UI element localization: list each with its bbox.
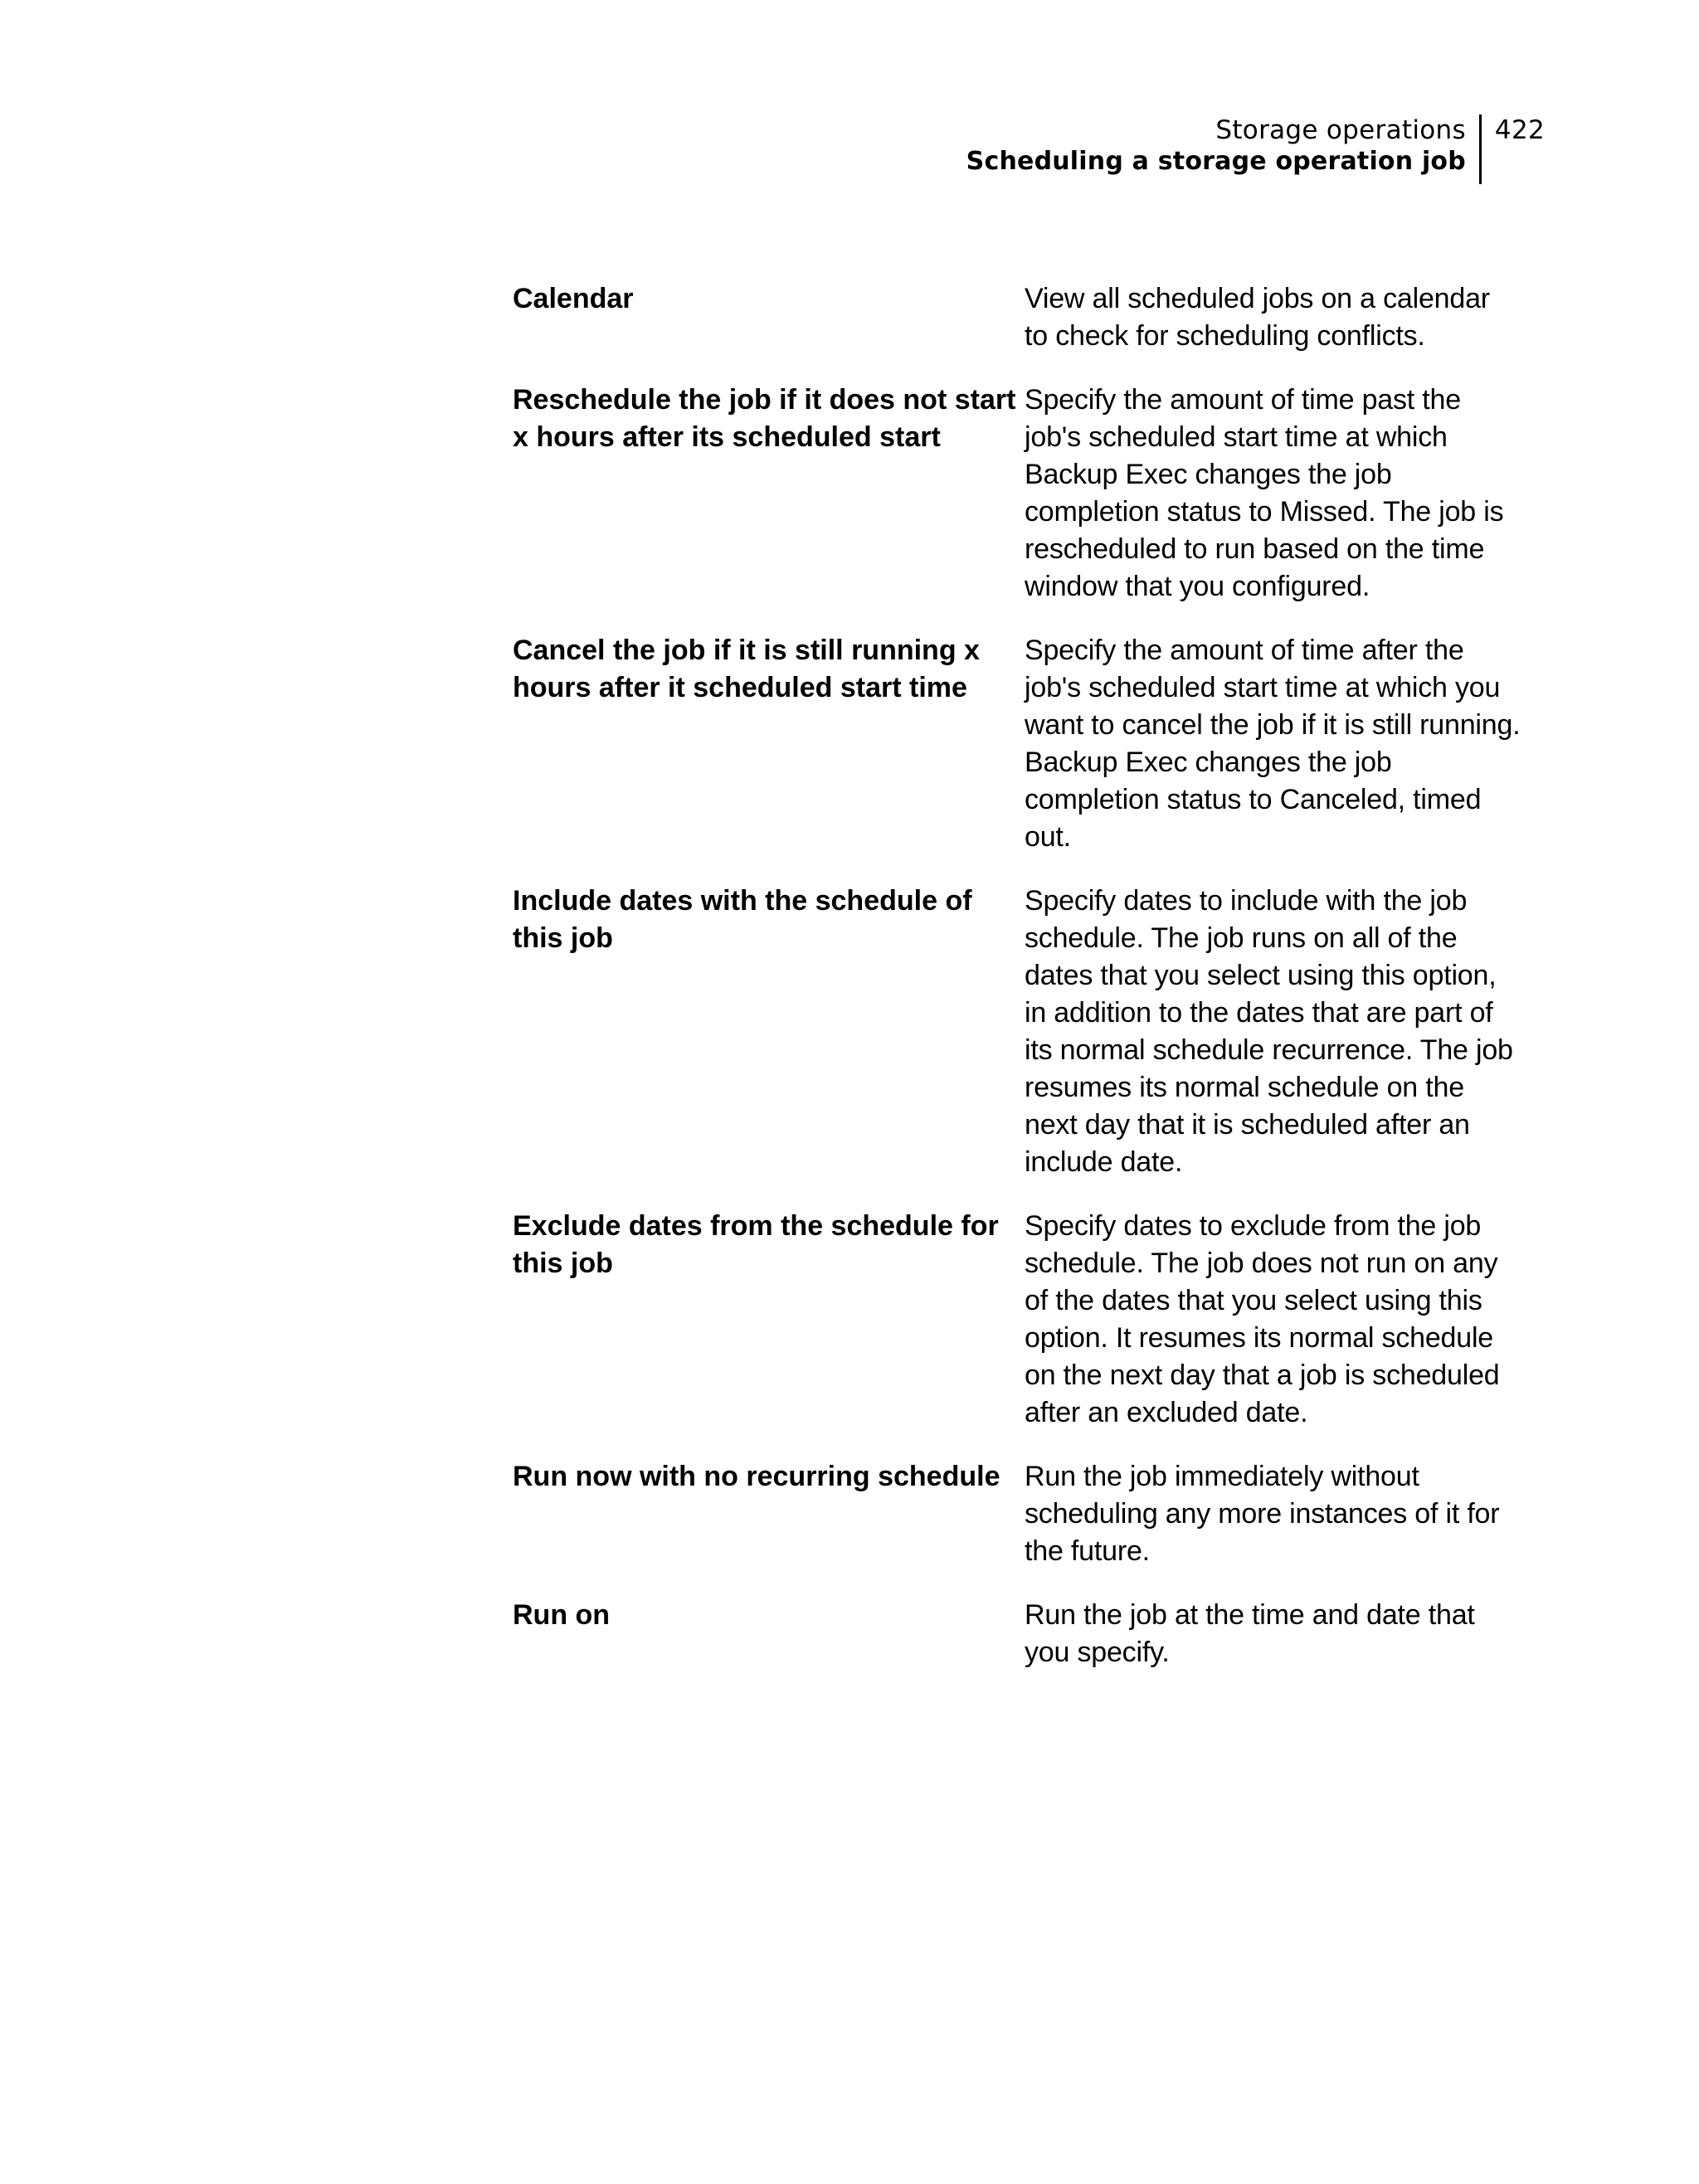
option-description: Specify the amount of time past the job's scheduled start time at which Backup Exec changes the job completion status to Missed. The job is rescheduled to run based on the time window that you configured. xyxy=(1025,384,1504,602)
option-term: Run now with no recurring schedule xyxy=(513,1461,1000,1492)
option-term: Calendar xyxy=(513,283,634,314)
option-description: Run the job immediately without scheduling any more instances of it for the future. xyxy=(1025,1461,1500,1567)
table-row xyxy=(513,1597,1521,1671)
option-description: Run the job at the time and date that you specify. xyxy=(1025,1599,1475,1668)
table-row xyxy=(513,280,1521,355)
option-description: Specify dates to exclude from the job schedule. The job does not run on any of the dates that you select using this option. It resumes its normal schedule on the next day that a job is scheduled after an excluded date. xyxy=(1025,1210,1500,1428)
option-term: Include dates with the schedule of this job xyxy=(513,885,972,954)
option-term: Run on xyxy=(513,1599,611,1631)
table-row xyxy=(513,883,1521,1181)
option-description: Specify dates to include with the job schedule. The job runs on all of the dates that you select using this option, in addition to the dates that are part of its normal schedule recurrence. The job resumes its normal schedule on the next day that it is scheduled after an include date. xyxy=(1025,885,1513,1178)
table-row xyxy=(513,382,1521,606)
header-section-title: Storage operations xyxy=(1215,115,1466,145)
options-table xyxy=(513,280,1521,1698)
option-term: Cancel the job if it is still running x hours after it scheduled start time xyxy=(513,635,980,703)
table-row xyxy=(513,1458,1521,1570)
table-row xyxy=(513,632,1521,856)
table-row xyxy=(513,1208,1521,1432)
option-term: Exclude dates from the schedule for this job xyxy=(513,1210,999,1279)
header-titles xyxy=(966,114,1482,184)
running-header xyxy=(966,114,1545,184)
page-number: 422 xyxy=(1494,115,1545,145)
option-term: Reschedule the job if it does not start x hours after its scheduled start xyxy=(513,384,1016,453)
option-description: Specify the amount of time after the job's scheduled start time at which you want to cancel the job if it is still running. Backup Exec changes the job completion status to Canceled, timed out. xyxy=(1025,635,1521,853)
option-description: View all scheduled jobs on a calendar to check for scheduling conflicts. xyxy=(1025,283,1490,352)
header-topic-title: Scheduling a storage operation job xyxy=(966,147,1466,176)
